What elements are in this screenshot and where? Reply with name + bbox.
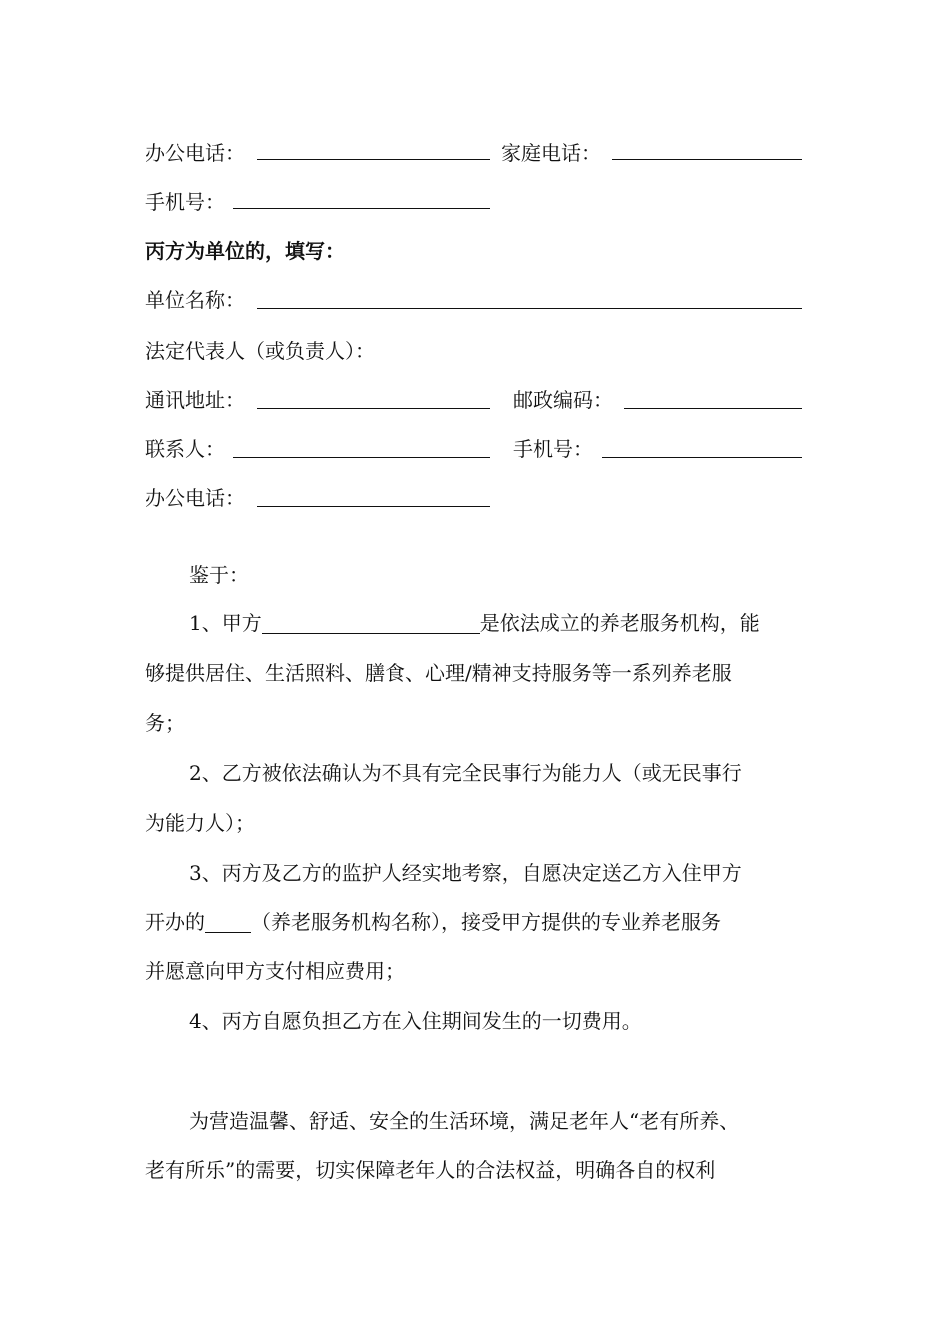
preamble-line-2: 老有所乐”的需要，切实保障老年人的合法权益，明确各自的权利 (145, 1158, 716, 1182)
recital-1-prefix: 1、甲方 (189, 611, 262, 635)
unit-name-field[interactable] (257, 308, 802, 309)
party-c-unit-heading: 丙方为单位的，填写： (145, 239, 345, 263)
home-phone-label: 家庭电话： (501, 141, 601, 165)
recital-1-line-3: 务； (145, 711, 185, 735)
home-phone-field[interactable] (612, 159, 802, 160)
recitals-intro: 鉴于： (189, 563, 249, 587)
mobile-field[interactable] (233, 208, 490, 209)
recital-2-line-1: 2、乙方被依法确认为不具有完全民事行为能力人（或无民事行 (189, 761, 742, 785)
contact-person-label: 联系人： (145, 437, 225, 461)
recital-3-line-3: 并愿意向甲方支付相应费用； (145, 959, 405, 983)
office-phone-field[interactable] (257, 159, 490, 160)
recital-1-line-2: 够提供居住、生活照料、膳食、心理/精神支持服务等一系列养老服 (145, 661, 732, 685)
unit-mobile-label: 手机号： (513, 437, 593, 461)
address-field[interactable] (257, 408, 490, 409)
postcode-field[interactable] (624, 408, 802, 409)
recital-4: 4、丙方自愿负担乙方在入住期间发生的一切费用。 (189, 1009, 642, 1033)
mobile-label: 手机号： (145, 190, 225, 214)
recital-3-line-2 (145, 905, 721, 939)
recital-1-line-1 (189, 606, 760, 640)
institution-name-blank[interactable] (262, 606, 480, 634)
preamble-line-1: 为营造温馨、舒适、安全的生活环境，满足老年人“老有所养、 (189, 1109, 740, 1133)
office-phone-label: 办公电话： (145, 141, 245, 165)
recital-1-suffix: 是依法成立的养老服务机构，能 (479, 611, 760, 635)
unit-mobile-field[interactable] (602, 457, 802, 458)
unit-name-label: 单位名称： (145, 288, 245, 312)
legal-rep-label: 法定代表人（或负责人）： (145, 339, 375, 363)
recital-3-line-1: 3、丙方及乙方的监护人经实地考察，自愿决定送乙方入住甲方 (189, 861, 742, 885)
recital-2-line-2: 为能力人）； (145, 811, 255, 835)
unit-office-phone-label: 办公电话： (145, 486, 245, 510)
facility-name-blank[interactable] (205, 905, 251, 933)
unit-office-phone-field[interactable] (257, 506, 490, 507)
contact-person-field[interactable] (233, 457, 490, 458)
recital-3-prefix: 开办的 (145, 910, 205, 934)
recital-3-suffix: （养老服务机构名称），接受甲方提供的专业养老服务 (251, 910, 721, 934)
address-label: 通讯地址： (145, 388, 245, 412)
postcode-label: 邮政编码： (513, 388, 613, 412)
